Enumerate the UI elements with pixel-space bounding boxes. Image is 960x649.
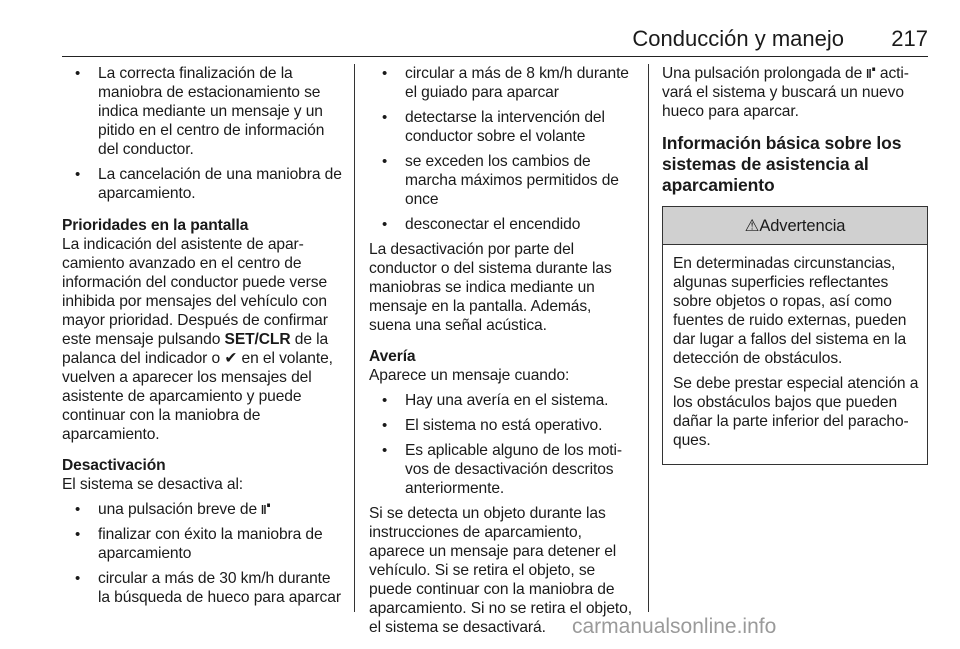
warning-label: Advertencia: [759, 217, 846, 235]
list-item: • se exceden los cambios de marcha máximos permitidos de once: [369, 152, 635, 209]
list-item: • El sistema no está operativo.: [369, 416, 635, 435]
list-item: • finalizar con éxito la maniobra de aparcamiento: [62, 525, 342, 563]
park-assist-icon: ⑈: [866, 65, 876, 82]
deactivation-intro: El sistema se desactiva al:: [62, 476, 244, 493]
list-item: • detectarse la intervención del conductor sobre el volante: [369, 108, 635, 146]
page-number: 217: [891, 26, 928, 51]
warning-box: [662, 206, 928, 465]
list-item: • Es aplicable alguno de los moti‐ vos de desactivación descritos anteriormente.: [369, 441, 635, 498]
list-item: • circular a más de 8 km/h durante el guiado para aparcar: [369, 64, 635, 102]
section-heading-deactivation: Desactivación: [62, 457, 166, 474]
column-divider: [354, 64, 355, 612]
warning-header: [663, 207, 927, 245]
warning-paragraph: Se debe prestar especial atención a los obstáculos bajos que pueden dañar la parte inferior del paracho‐ ques.: [673, 375, 919, 449]
list-item: • Hay una avería en el sistema.: [369, 391, 635, 410]
section-heading-failure: Avería: [369, 348, 416, 365]
list-item: • desconectar el encendido: [369, 215, 635, 234]
warning-icon: ⚠: [744, 217, 760, 235]
warning-body: [663, 245, 927, 464]
column-middle: [369, 64, 635, 649]
list-item: • La correcta finalización de la maniobra de estacionamiento se indica mediante un mensaje y un pitido en el centro de información del conductor.: [62, 64, 342, 159]
column-left: [62, 64, 342, 613]
section-heading-priorities: Prioridades en la pantalla: [62, 217, 249, 234]
long-press-paragraph: Una pulsación prolongada de ⑈ acti‐ vará el sistema y buscará un nuevo hueco para aparcar.: [662, 65, 909, 120]
column-right: [662, 64, 928, 465]
list-item: • circular a más de 30 km/h durante la búsqueda de hueco para aparcar: [62, 569, 342, 607]
header-divider: [62, 56, 928, 57]
warning-paragraph: En determinadas circunstancias, algunas superficies reflectantes sobre objetos o ropas, así como fuentes de ruido externas, pueden dar lugar a fallos del sistema en la detección de obstáculos.: [673, 255, 907, 367]
object-paragraph: Si se detecta un objeto durante las instrucciones de aparcamiento, aparece un mensaje para detener el vehículo. Si se retira el objeto, se puede continuar con la maniobra de aparcamiento. Si no se retira el objeto, el sistema se desactivará.: [369, 505, 632, 636]
section-heading-basic-info: Información básica sobre los sistemas de asistencia al aparcamiento: [662, 133, 902, 195]
check-icon: ✔: [224, 350, 238, 367]
priorities-paragraph: La indicación del asistente de apar‐ camiento avanzado en el centro de información del conductor puede verse inhibida por mensajes del vehículo con mayor prioridad. Después de confirmar este mensaje pulsando SET/CLR de la palanca del indicador o ✔ en el volante, vuelven a aparecer los mensajes del asistente de aparcamiento y puede continuar con la maniobra de aparcamiento.: [62, 236, 333, 443]
list-item: • una pulsación breve de ⑈: [62, 500, 342, 519]
list-item: • La cancelación de una maniobra de aparcamiento.: [62, 165, 342, 203]
page-title: Conducción y manejo: [632, 26, 844, 51]
set-clr-label: SET/CLR: [224, 331, 291, 348]
column-divider: [648, 64, 649, 612]
watermark: carmanualsonline.info: [572, 615, 777, 638]
failure-intro: Aparece un mensaje cuando:: [369, 367, 570, 384]
driver-deactivation-paragraph: La desactivación por parte del conductor o del sistema durante las maniobras se indica mediante un mensaje en la pantalla. Además, suena una señal acústica.: [369, 241, 612, 334]
